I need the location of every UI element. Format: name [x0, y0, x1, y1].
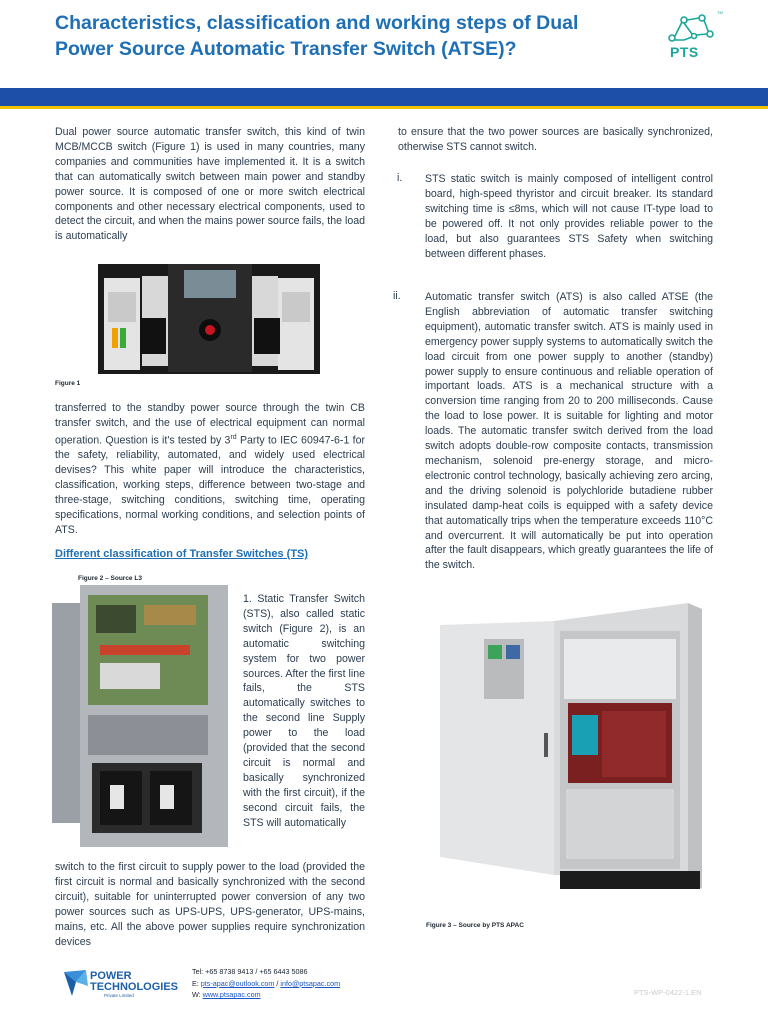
- header-band-accent: [0, 106, 768, 109]
- power-technologies-logo-icon: [62, 968, 90, 998]
- footer-web: W: www.ptsapac.com: [192, 990, 261, 999]
- document-code: PTS-WP-0422-1.EN: [634, 988, 702, 997]
- list-item-ats: Automatic transfer switch (ATS) is also called ATSE (the English abbreviation of automatic transfer switching equipment), automatic transfer switch. ATS is mainly used in emergency power supply systems to automatically switch the load circuit from one power supply to another (standby) power supply to ensure continuous and reliable operation of important loads. ATS is a mechanical structure with a conversion time ranging from 20 to 200 milliseconds. Cause the load to lose power. It is suitable for lighting and motor loads. The automatic transfer switch derived from the load switch adopts double-row composite contacts, transmission mechanism, solenoid pre-energy storage, and micro-electronic control technology, basically achieving zero arcing, and the driving solenoid is polychloride butadiene rubber insulated damp-heat coils is equipped with a safety device that automatically trips when the temperature exceeds 110°C and overcurrent. It will automatically be put into operation after the fault disappears, which greatly guarantees the life of the switch.: [425, 291, 713, 572]
- footer-contact: [192, 966, 340, 1001]
- figure-1-twin-mccb-ats-image: [98, 258, 320, 380]
- list-number-2: ii.: [393, 290, 401, 302]
- company-subtitle: Private Limited: [104, 993, 134, 998]
- intro-paragraph: Dual power source automatic transfer switch, this kind of twin MCB/MCCB switch (Figure 1) is used in many countries, many companies and communities have implemented it. It is a switch that can automatically switch between main power and standby power source. It is composed of one or more switch electrical components and other necessary electrical components, used to detect the circuit, and when the mains power source fails, the load is automatically: [55, 126, 365, 243]
- sts-paragraph-wide: switch to the first circuit to supply power to the load (provided the first circuit is normal and basically synchronized with the second circuit), suitable for uninterrupted power conversion of any two power sources such as UPS-UPS, UPS-generator, UPS-mains, mains, etc. All the above power supplies require synchronization devices: [55, 861, 365, 948]
- figure-3-ats-cabinet-image: [436, 603, 716, 895]
- sts-paragraph-narrow: 1. Static Transfer Switch (STS), also called static switch (Figure 2), is an automatic switching system for two power sources. After the first line fails, the STS automatically switches to the second line Supply power to the load (provided that the second circuit is normal and basically synchronized with the first circuit), if the second circuit fails, the STS will automatically: [243, 593, 365, 829]
- company-name: POWER TECHNOLOGIES: [90, 970, 179, 993]
- figure-3-caption: Figure 3 – Source by PTS APAC: [426, 922, 524, 929]
- figure-2-static-transfer-switch-image: [52, 585, 232, 850]
- logo-text: PTS: [670, 44, 699, 60]
- email-link-info[interactable]: info@ptsapac.com: [280, 978, 341, 988]
- list-number-1: i.: [397, 172, 403, 184]
- website-link[interactable]: www.ptsapac.com: [202, 990, 261, 999]
- list-item-sts-static-switch: STS static switch is mainly composed of intelligent control board, high-speed thyristor and circuit breaker. Its standard switching time is ≤8ms, which will not cause IT-type load to be powered off. It not only provides reliable power to the load, but also guarantees STS Safety when switching between different phases.: [425, 173, 713, 260]
- right-intro-paragraph: to ensure that the two power sources are basically synchronized, otherwise STS cannot switch.: [398, 126, 713, 153]
- figure-2-caption: Figure 2 – Source L3: [78, 575, 142, 582]
- header-band: [0, 88, 768, 106]
- footer-tel: Tel: +65 8738 9413 / +65 6443 5086: [192, 967, 308, 976]
- second-paragraph: transferred to the standby power source through the twin CB transfer switch, and the use of electrical equipment can normal operation. Question is it's tested by 3rd Party to IEC 60947-6-1 for the safety, reliability, automated, and widely used electrical devises? This white paper will introduce the characteristics, classification, working steps, difference between two-stage and three-stage, switching conditions, switching time, operating specifications, normal working conditions, and selection points of ATS.: [55, 402, 365, 536]
- figure-1-caption: Figure 1: [55, 380, 81, 387]
- section-heading-ts-classification: Different classification of Transfer Switches (TS): [55, 548, 309, 560]
- email-link-outlook[interactable]: pts-apac@outlook.com: [200, 978, 275, 988]
- page-title: Characteristics, classification and working steps of Dual Power Source Automatic Transfer Switch (ATSE)?: [55, 12, 579, 60]
- logo-tm: TM: [717, 10, 723, 15]
- footer-email: E: pts-apac@outlook.com / info@ptsapac.com: [192, 978, 341, 988]
